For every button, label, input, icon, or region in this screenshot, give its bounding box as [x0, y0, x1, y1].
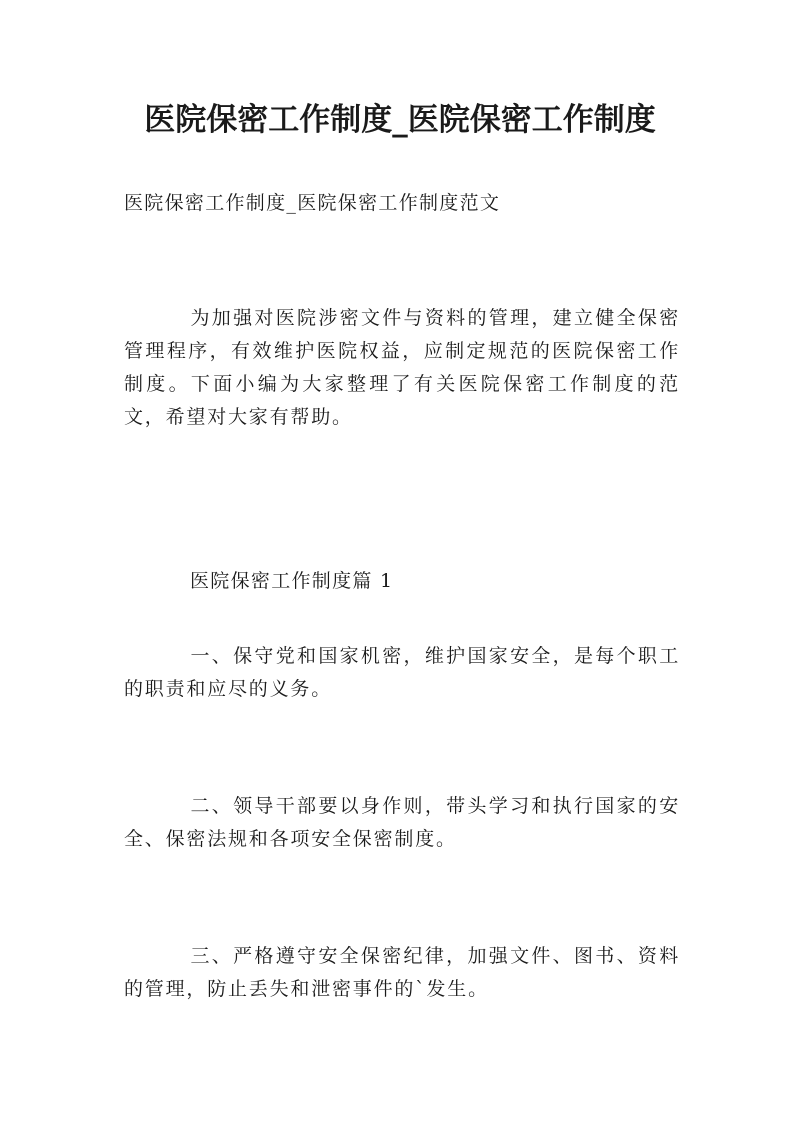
document-subtitle: 医院保密工作制度_医院保密工作制度范文 — [124, 192, 501, 214]
intro-paragraph — [124, 302, 680, 434]
clause-paragraph-2 — [124, 790, 680, 856]
clause-text-2: 二、领导干部要以身作则，带头学习和执行国家的安全、保密法规和各项安全保密制度。 — [124, 795, 680, 850]
clause-paragraph-1 — [124, 640, 680, 706]
intro-text: 为加强对医院涉密文件与资料的管理，建立健全保密管理程序，有效维护医院权益，应制定规范的医院保密工作制度。下面小编为大家整理了有关医院保密工作制度的范文，希望对大家有帮助。 — [124, 307, 680, 428]
clause-text-3: 三、严格遵守安全保密纪律，加强文件、图书、资料的管理，防止丢失和泄密事件的`发生。 — [124, 945, 680, 1000]
document-title: 医院保密工作制度_医院保密工作制度 — [144, 102, 656, 138]
section-heading: 医院保密工作制度篇 1 — [190, 570, 394, 592]
clause-paragraph-3 — [124, 940, 680, 1006]
clause-text-1: 一、保守党和国家机密，维护国家安全，是每个职工的职责和应尽的义务。 — [124, 645, 680, 700]
